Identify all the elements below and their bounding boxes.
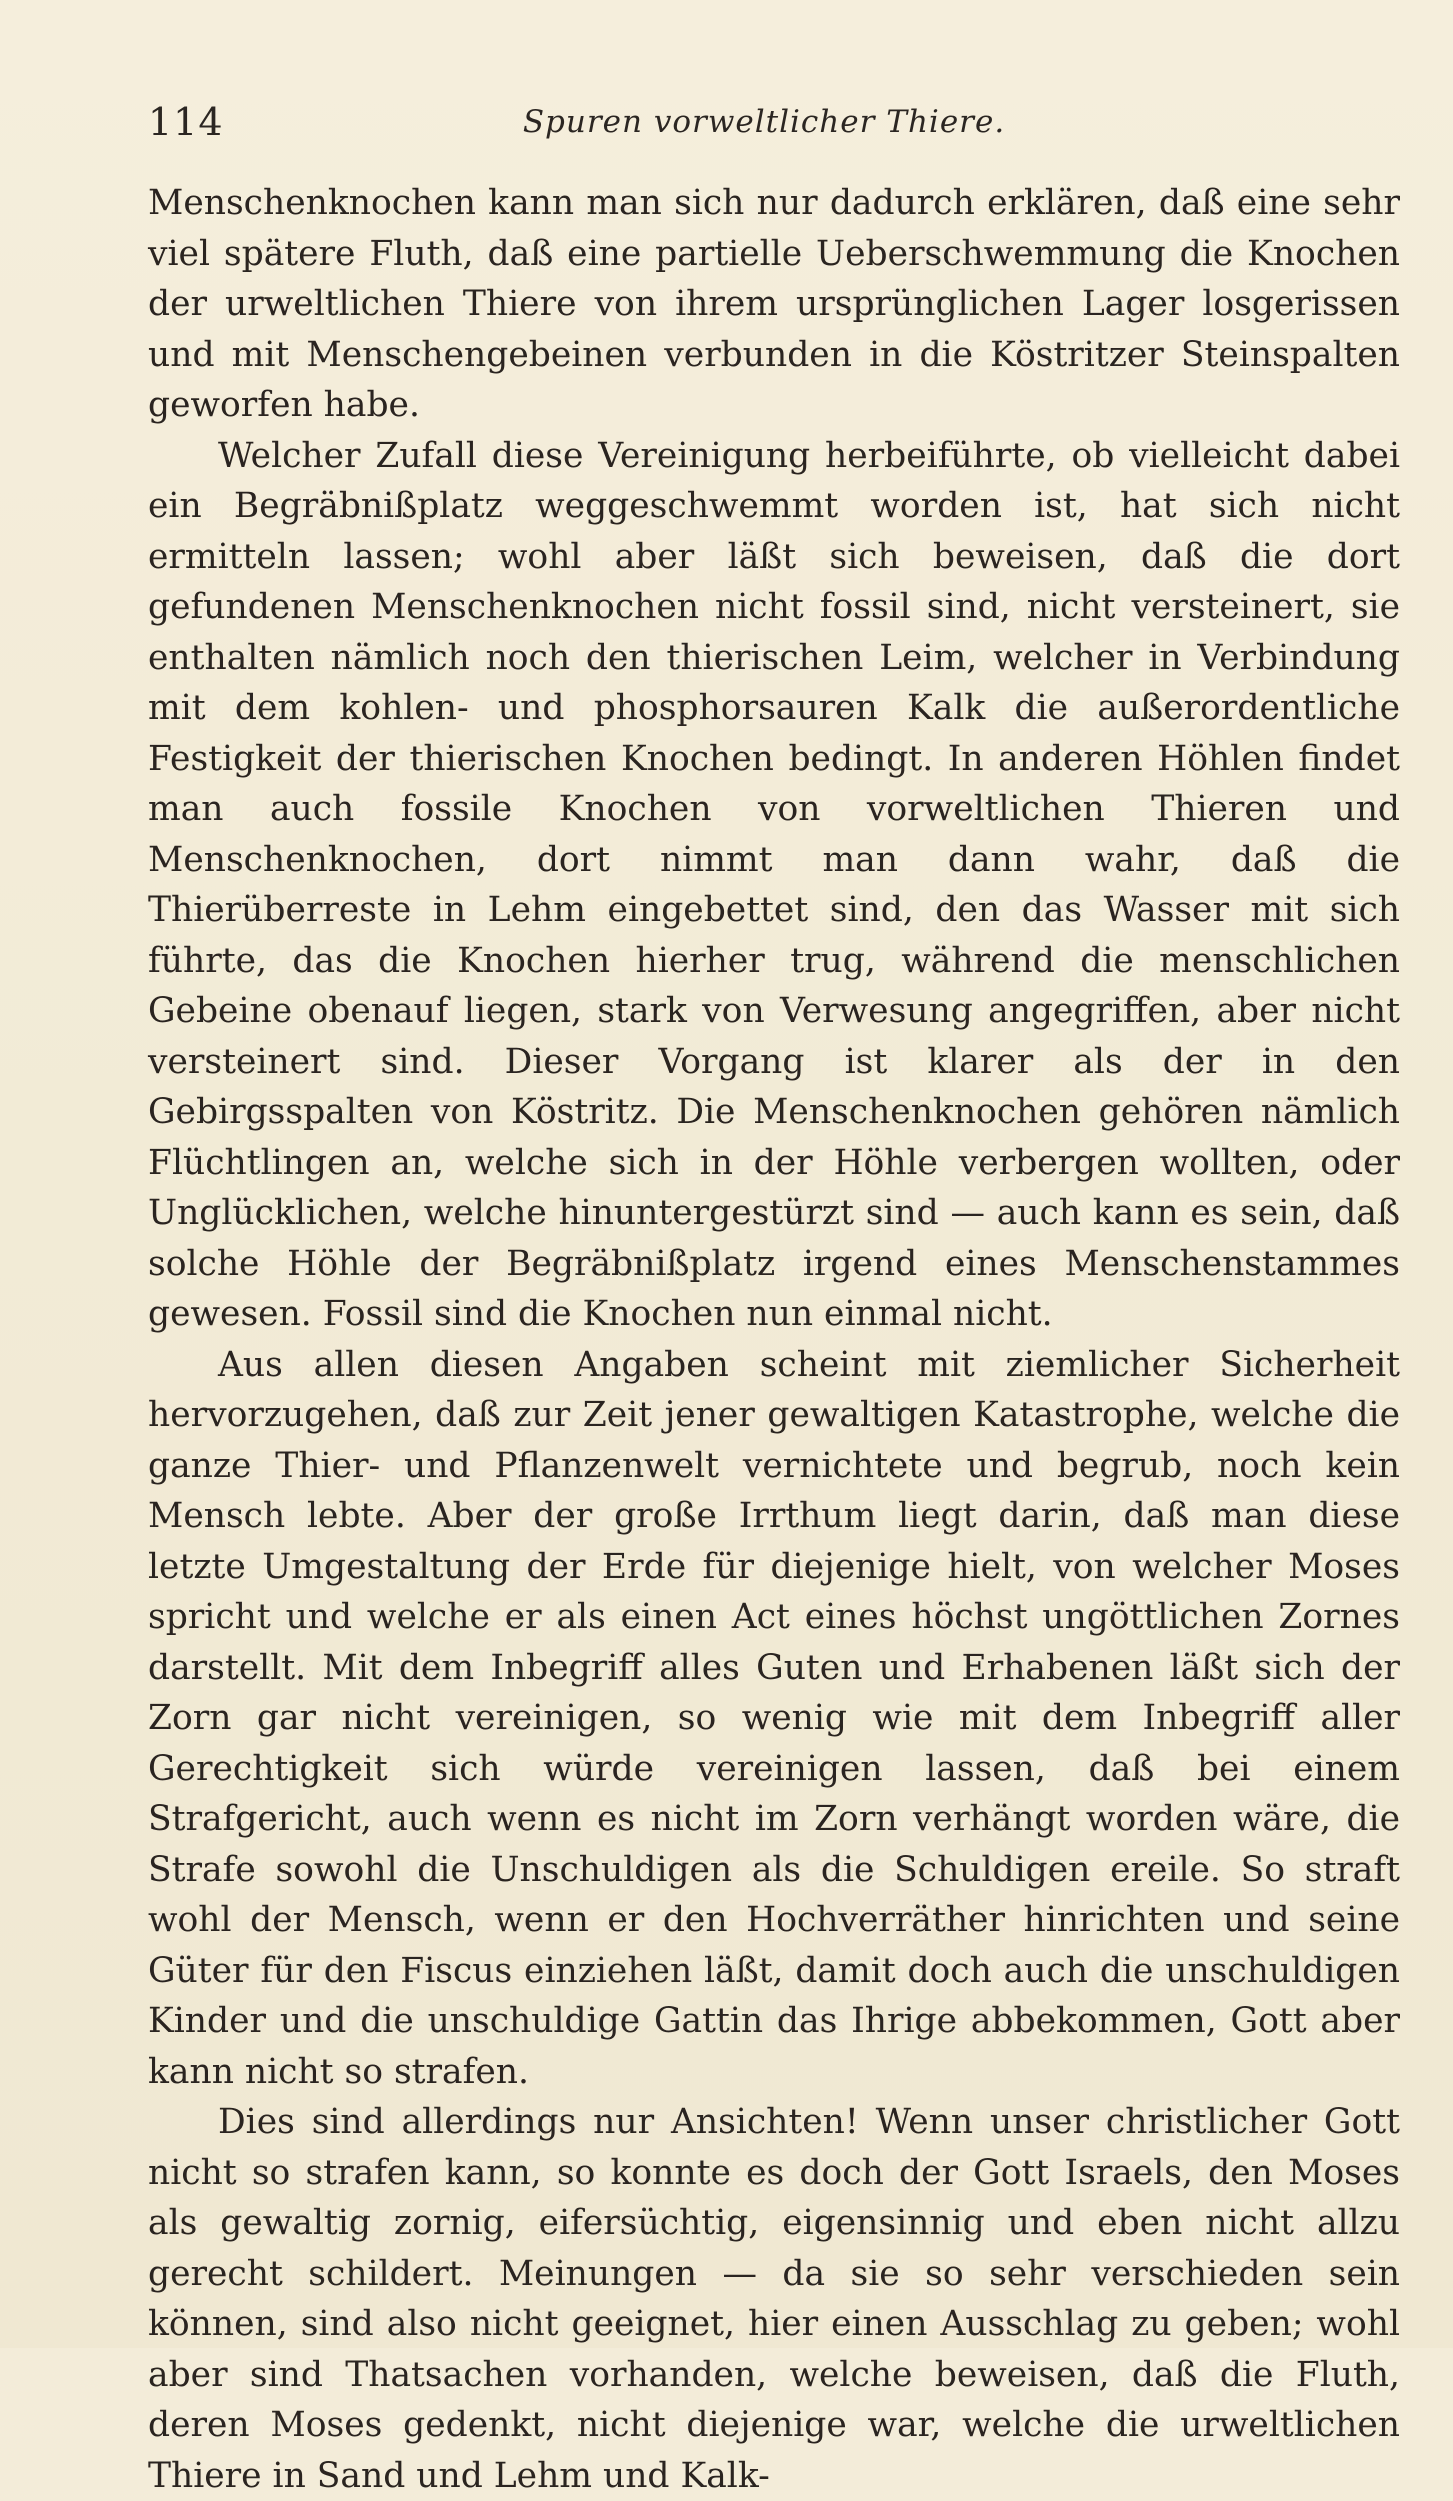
paragraph-3: Aus allen diesen Angaben scheint mit ziemlicher Sicherheit hervorzugehen, daß zur Zeit jener gewaltigen Katastrophe, welche die ganze Thier- und Pflanzenwelt vernichtete und begrub, noch kein Mensch lebte. Aber der große Irrthum liegt darin, daß man diese letzte Umgestaltung der Erde für diejenige hielt, von welcher Moses spricht und welche er als einen Act eines höchst ungöttlichen Zornes darstellt. Mit dem Inbegriff alles Guten und Erhabenen läßt sich der Zorn gar nicht vereinigen, so wenig wie mit dem Inbegriff aller Gerechtigkeit sich würde vereinigen lassen, daß bei einem Strafgericht, auch wenn es nicht im Zorn verhängt worden wäre, die Strafe sowohl die Unschuldigen als die Schuldigen ereile. So straft wohl der Mensch, wenn er den Hochverräther hinrichten und seine Güter für den Fiscus einziehen läßt, damit doch auch die unschuldigen Kinder und die unschuldige Gattin das Ihrige abbekommen, Gott aber kann nicht so strafen.	[148, 1344, 1400, 2092]
paragraph-4: Dies sind allerdings nur Ansichten! Wenn unser christlicher Gott nicht so strafen kann, so konnte es doch der Gott Israels, den Moses als gewaltig zornig, eifersüchtig, eigensinnig und eben nicht allzu gerecht schildert. Meinungen — da sie so sehr verschieden sein können, sind also nicht geeignet, hier einen Ausschlag zu geben; wohl aber sind Thatsachen vorhanden, welche beweisen, daß die Fluth, deren Moses gedenkt, nicht diejenige war, welche die urweltlichen Thiere in Sand und Lehm und Kalk-	[148, 2102, 1400, 2496]
body-text	[148, 178, 1400, 2501]
paragraph-2: Welcher Zufall diese Vereinigung herbeiführte, ob vielleicht dabei ein Begräbnißplatz weggeschwemmt worden ist, hat sich nicht ermitteln lassen; wohl aber läßt sich beweisen, daß die dort gefundenen Menschenknochen nicht fossil sind, nicht versteinert, sie enthalten nämlich noch den thierischen Leim, welcher in Verbindung mit dem kohlen- und phosphorsauren Kalk die außerordentliche Festigkeit der thierischen Knochen bedingt. In anderen Höhlen findet man auch fossile Knochen von vorweltlichen Thieren und Menschenknochen, dort nimmt man dann wahr, daß die Thierüberreste in Lehm eingebettet sind, den das Wasser mit sich führte, das die Knochen hierher trug, während die menschlichen Gebeine obenauf liegen, stark von Verwesung angegriffen, aber nicht versteinert sind. Dieser Vorgang ist klarer als der in den Gebirgsspalten von Köstritz. Die Menschenknochen gehören nämlich Flüchtlingen an, welche sich in der Höhle verbergen wollten, oder Unglücklichen, welche hinuntergestürzt sind — auch kann es sein, daß solche Höhle der Begräbnißplatz irgend eines Menschenstammes gewesen. Fossil sind die Knochen nun einmal nicht.	[148, 435, 1400, 1334]
running-head: Spuren vorweltlicher Thiere.	[522, 104, 1006, 140]
paragraph-1: Menschenknochen kann man sich nur dadurch erklären, daß eine sehr viel spätere Fluth, daß eine partielle Ueberschwemmung die Knochen der urweltlichen Thiere von ihrem ursprünglichen Lager losgerissen und mit Menschengebeinen verbunden in die Köstritzer Steinspalten geworfen habe.	[148, 183, 1400, 425]
page-number: 114	[148, 100, 224, 144]
page-header	[148, 100, 1380, 160]
